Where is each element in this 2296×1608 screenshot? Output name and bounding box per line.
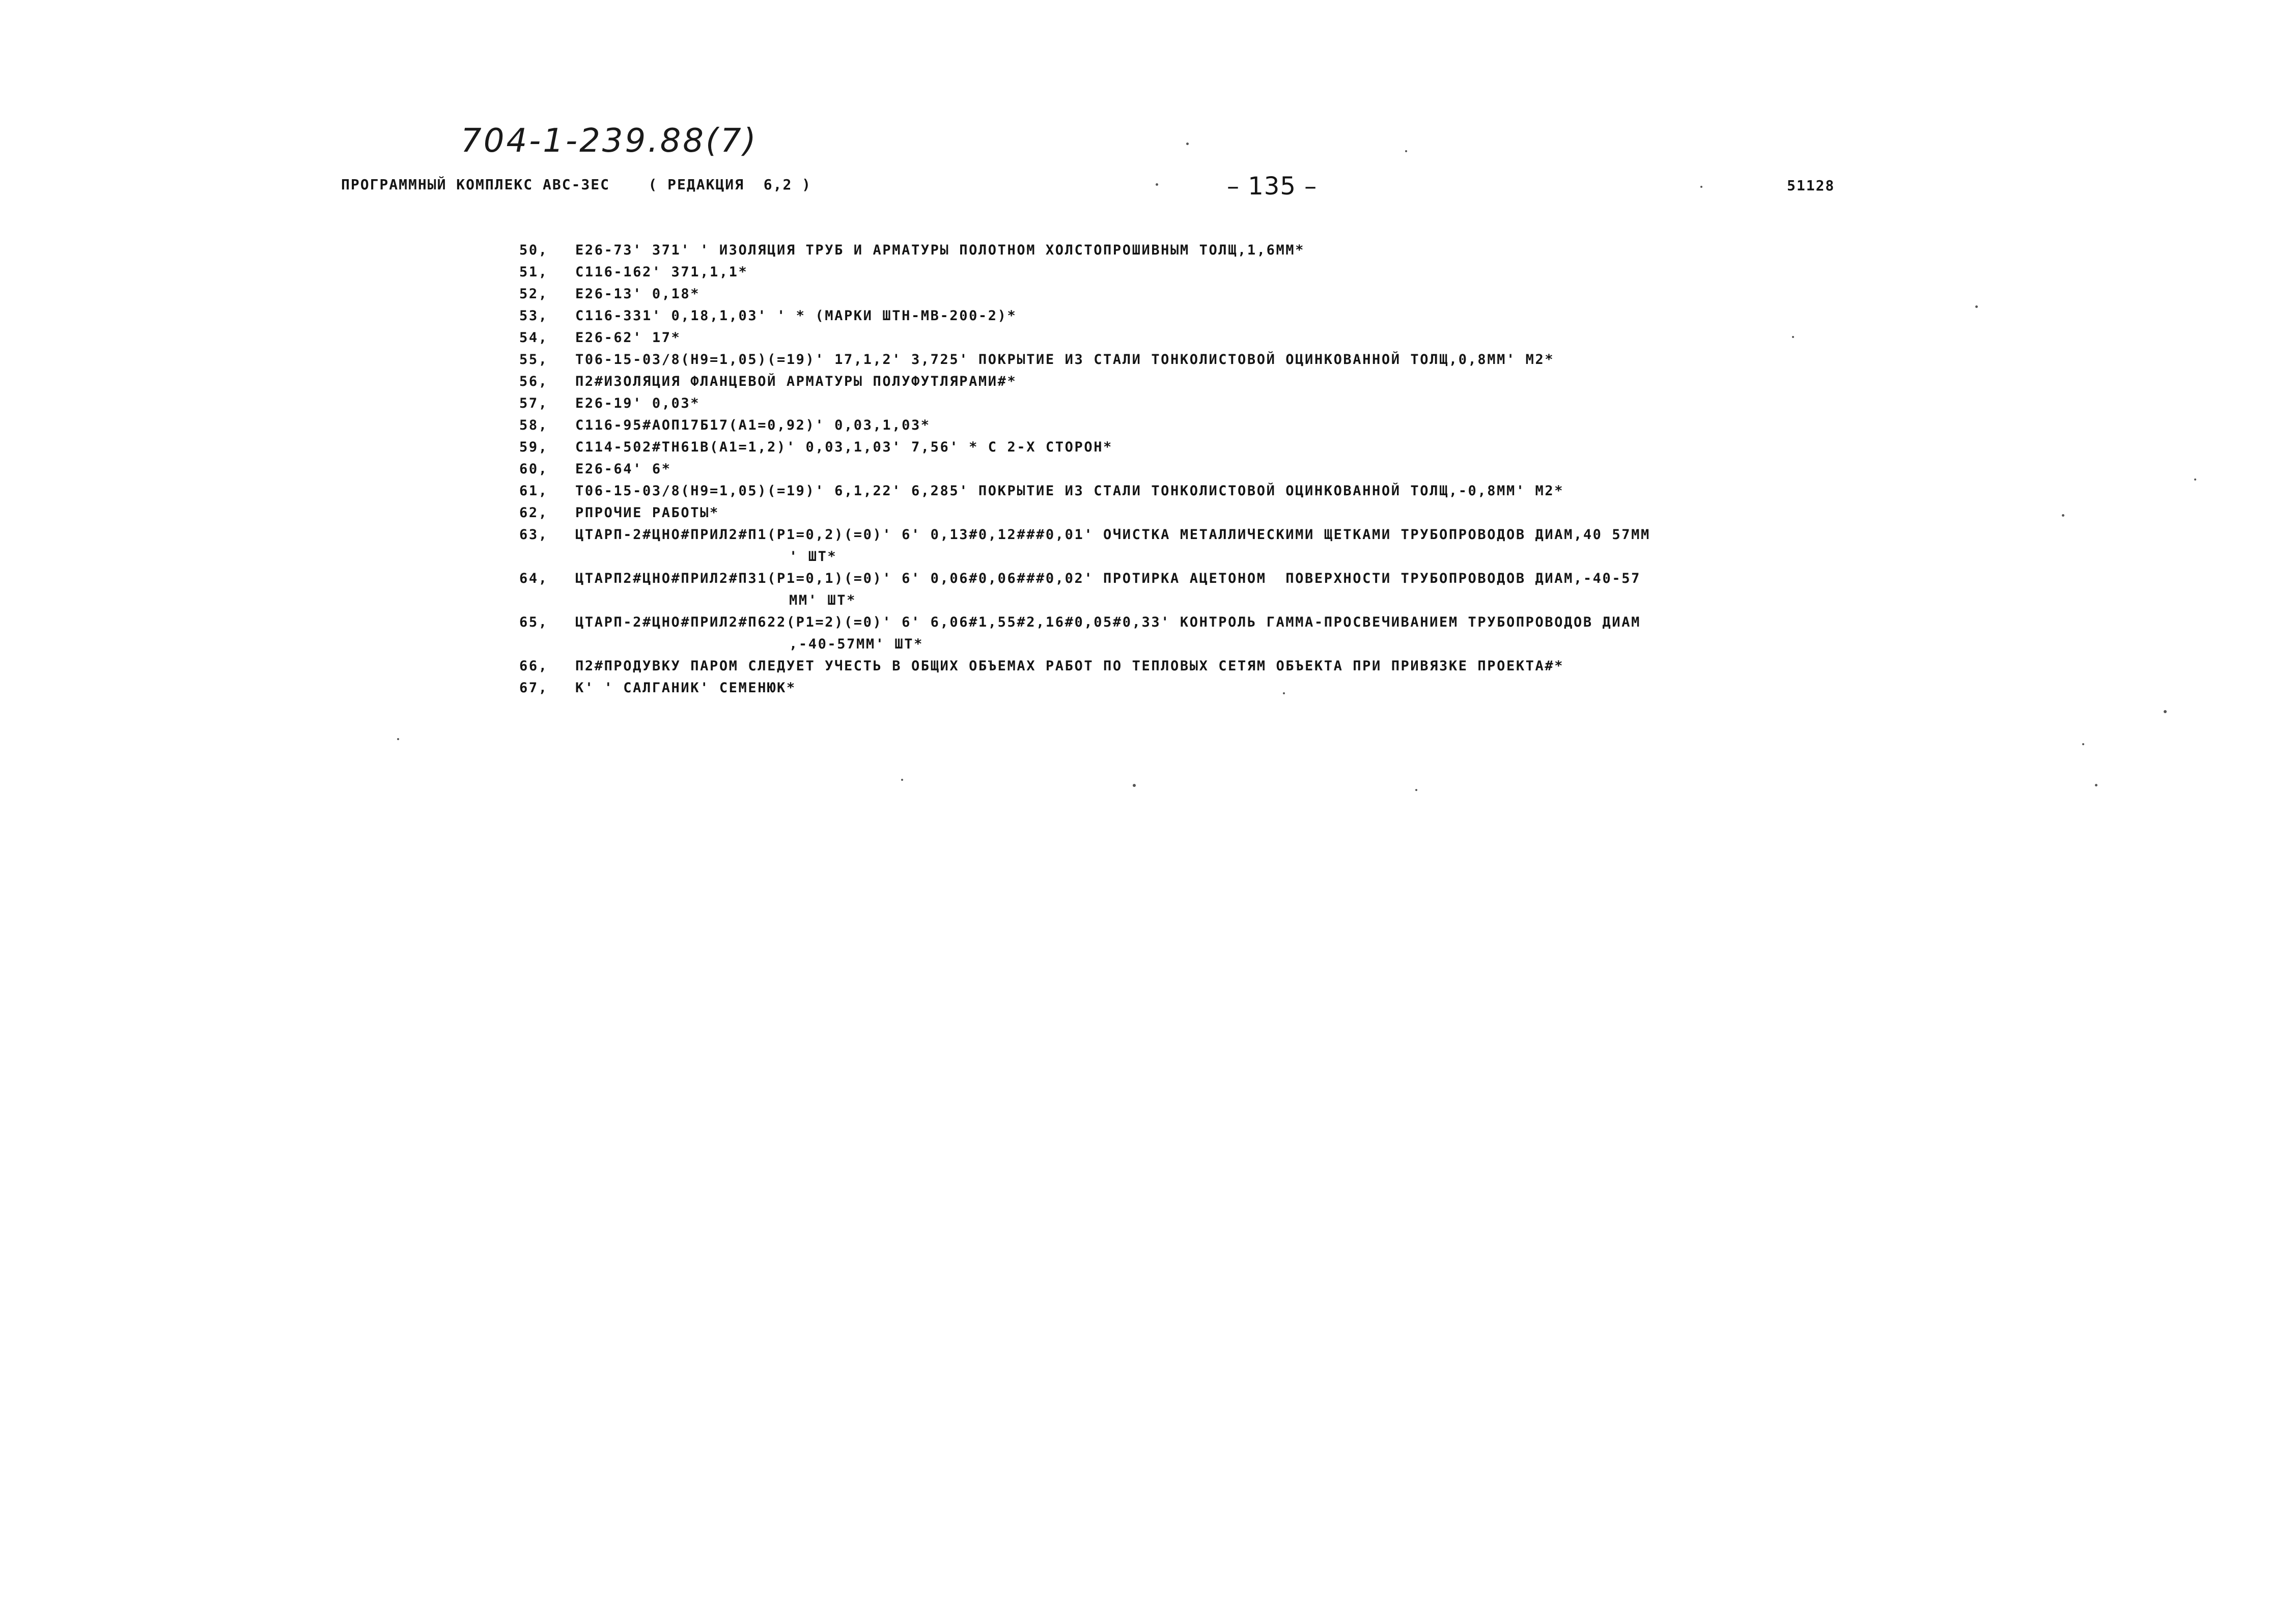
line-number: 67, (519, 680, 548, 696)
estimate-listing (519, 239, 2057, 699)
line-number: 65, (519, 614, 548, 630)
line-text: Е26-73' 371' ' ИЗОЛЯЦИЯ ТРУБ И АРМАТУРЫ ПОЛОТНОМ ХОЛСТОПРОШИВНЫМ ТОЛЩ,1,6ММ* (575, 242, 1305, 258)
line-text: Е26-13' 0,18* (575, 286, 701, 302)
line-text: П2#ПРОДУВКУ ПАРОМ СЛЕДУЕТ УЧЕСТЬ В ОБЩИХ ОБЪЕМАХ РАБОТ ПО ТЕПЛОВЫХ СЕТЯМ ОБЪЕКТА ПРИ ПРИВЯЗКЕ ПРОЕКТА#* (575, 658, 1564, 674)
line-text: ЦТАРП-2#ЦНО#ПРИЛ2#П622(Р1=2)(=0)' 6' 6,06#1,55#2,16#0,05#0,33' КОНТРОЛЬ ГАММА-ПРОСВЕЧИВАНИЕМ ТРУБОПРОВОДОВ ДИАМ (575, 614, 1641, 630)
line-text: Е26-62' 17* (575, 330, 681, 346)
listing-line (519, 524, 2057, 546)
listing-line (519, 568, 2057, 589)
line-number: 61, (519, 483, 548, 499)
listing-line (519, 458, 2057, 480)
page-number: – 135 – (1227, 172, 1318, 201)
line-text: С114-502#ТН61В(А1=1,2)' 0,03,1,03' 7,56' * С 2-Х СТОРОН* (575, 439, 1113, 455)
line-text: П2#ИЗОЛЯЦИЯ ФЛАНЦЕВОЙ АРМАТУРЫ ПОЛУФУТЛЯРАМИ#* (575, 374, 1017, 389)
line-text: Е26-19' 0,03* (575, 396, 701, 411)
line-number: 57, (519, 396, 548, 411)
line-text: ЦТАРП-2#ЦНО#ПРИЛ2#П1(Р1=0,2)(=0)' 6' 0,13#0,12###0,01' ОЧИСТКА МЕТАЛЛИЧЕСКИМИ ЩЕТКАМИ ТРУБОПРОВОДОВ ДИАМ,40 57ММ (575, 527, 1650, 543)
line-text: ЦТАРП2#ЦНО#ПРИЛ2#П31(Р1=0,1)(=0)' 6' 0,06#0,06###0,02' ПРОТИРКА АЦЕТОНОМ ПОВЕРХНОСТИ ТРУБОПРОВОДОВ ДИАМ,-40-57 (575, 571, 1641, 586)
listing-line (519, 327, 2057, 349)
line-number: 60, (519, 461, 548, 477)
listing-line (519, 392, 2057, 414)
listing-line (519, 349, 2057, 371)
line-text: К' ' САЛГАНИК' СЕМЕНЮК* (575, 680, 796, 696)
listing-line (519, 436, 2057, 458)
scan-speck (1133, 784, 1136, 787)
scan-speck (1415, 789, 1417, 791)
line-number: 63, (519, 527, 548, 543)
listing-line (519, 239, 2057, 261)
document-code: 51128 (1787, 177, 1835, 194)
listing-line (519, 611, 2057, 633)
line-number: 54, (519, 330, 548, 346)
scan-speck (901, 779, 903, 781)
listing-line (519, 261, 2057, 283)
line-number: 50, (519, 242, 548, 258)
line-number: 51, (519, 264, 548, 280)
line-number: 59, (519, 439, 548, 455)
line-text: С116-331' 0,18,1,03' ' * (МАРКИ ШТН-МВ-200-2)* (575, 308, 1017, 324)
scan-speck (2164, 710, 2167, 713)
line-text: Т06-15-03/8(Н9=1,05)(=19)' 17,1,2' 3,725' ПОКРЫТИЕ ИЗ СТАЛИ ТОНКОЛИСТОВОЙ ОЦИНКОВАННОЙ ТОЛЩ,0,8ММ' М2* (575, 352, 1555, 368)
page-header (341, 172, 2021, 203)
line-number: 52, (519, 286, 548, 302)
line-text: Т06-15-03/8(Н9=1,05)(=19)' 6,1,22' 6,285' ПОКРЫТИЕ ИЗ СТАЛИ ТОНКОЛИСТОВОЙ ОЦИНКОВАННОЙ ТОЛЩ,-0,8ММ' М2* (575, 483, 1564, 499)
scan-speck (1792, 336, 1794, 338)
listing-line (519, 371, 2057, 392)
program-name: ПРОГРАММНЫЙ КОМПЛЕКС АВС-3ЕС ( РЕДАКЦИЯ 6,2 ) (341, 176, 812, 193)
scan-speck (2062, 514, 2064, 517)
line-number: 56, (519, 374, 548, 389)
line-number: 58, (519, 417, 548, 433)
listing-line (519, 655, 2057, 677)
scan-speck (2194, 478, 2196, 481)
line-continuation: ' ШТ* (789, 549, 837, 565)
scan-speck (1186, 143, 1189, 145)
line-text: С116-95#АОП17Б17(А1=0,92)' 0,03,1,03* (575, 417, 931, 433)
line-number: 55, (519, 352, 548, 368)
line-number: 64, (519, 571, 548, 586)
line-text: РПРОЧИЕ РАБОТЫ* (575, 505, 719, 521)
scan-speck (2082, 743, 2084, 745)
line-number: 62, (519, 505, 548, 521)
listing-line (519, 502, 2057, 524)
listing-line (519, 305, 2057, 327)
line-continuation: ,-40-57ММ' ШТ* (789, 636, 923, 652)
line-continuation: ММ' ШТ* (789, 593, 856, 608)
scan-speck (397, 738, 399, 740)
scan-speck (1975, 305, 1978, 308)
listing-line (519, 414, 2057, 436)
listing-line (519, 480, 2057, 502)
scan-speck (1283, 692, 1285, 694)
listing-line (519, 677, 2057, 699)
scan-speck (1405, 150, 1407, 152)
scan-speck (2095, 784, 2097, 786)
scan-speck (1700, 186, 1702, 188)
line-text: Е26-64' 6* (575, 461, 671, 477)
line-number: 66, (519, 658, 548, 674)
scan-speck (1156, 183, 1158, 186)
listing-line (519, 283, 2057, 305)
line-number: 53, (519, 308, 548, 324)
handwritten-project-code: 704-1-239.88(7) (461, 122, 758, 160)
line-text: С116-162' 371,1,1* (575, 264, 748, 280)
